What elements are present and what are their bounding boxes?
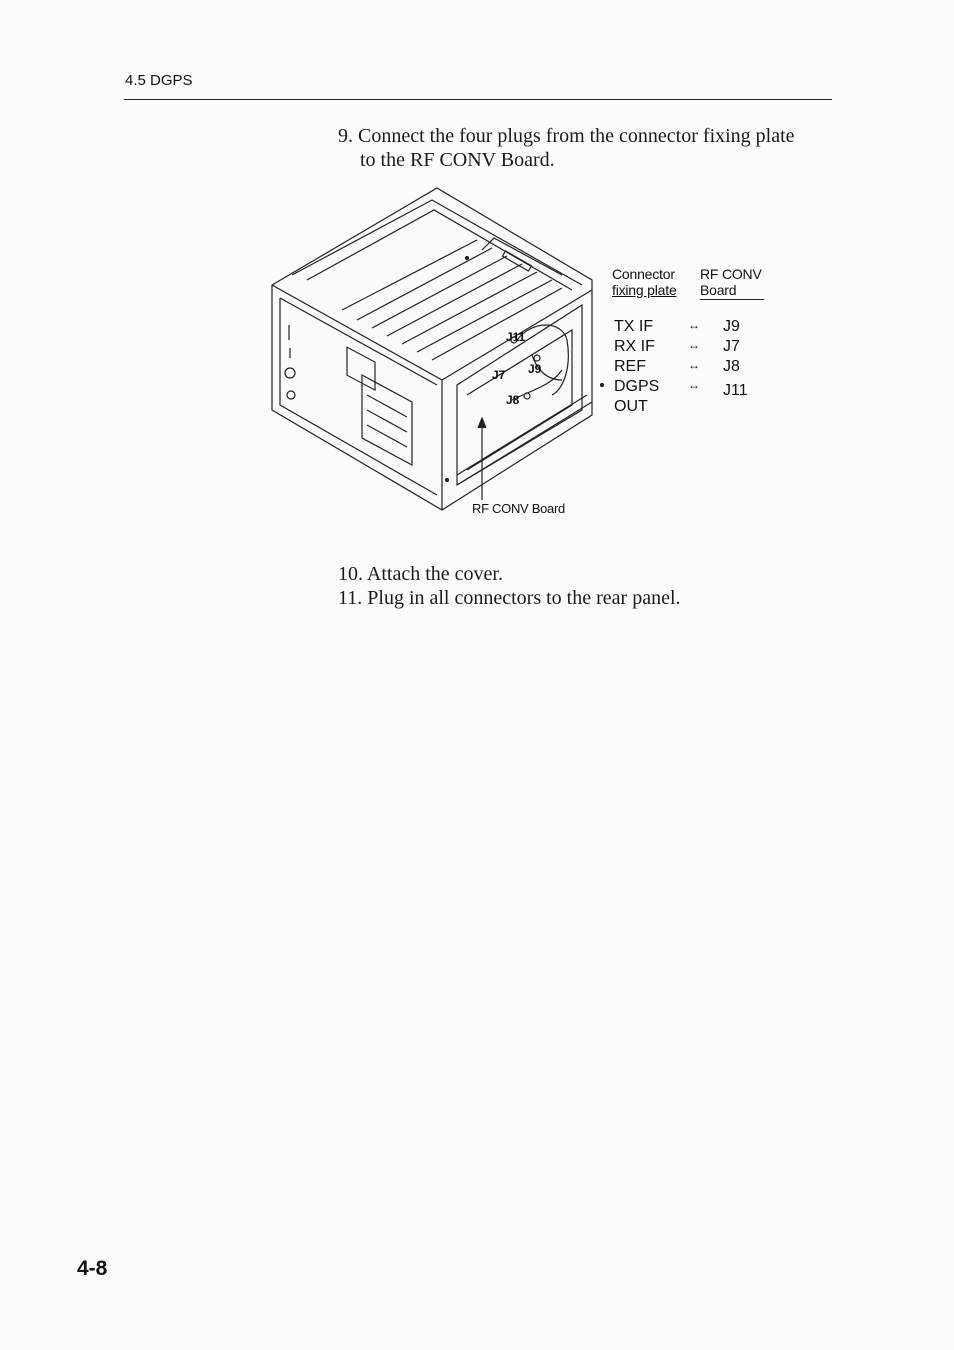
section-header: 4.5 DGPS [125, 72, 193, 89]
jack-label-j11: J11 [506, 330, 526, 344]
cabinet-drawing [262, 180, 607, 525]
row-to: J8 [723, 358, 740, 375]
table-header-rule [700, 299, 764, 300]
table-header-board: Board [700, 282, 737, 298]
row-from: REF [614, 358, 646, 375]
jack-label-j9: J9 [528, 362, 542, 376]
rf-conv-board-label: RF CONV Board [472, 501, 565, 516]
table-header-rf-conv: RF CONV [700, 266, 762, 282]
row-from: DGPS [614, 378, 660, 395]
double-arrow-icon: ↔ [688, 378, 700, 392]
step-9 [338, 124, 838, 172]
row-to: J11 [723, 382, 748, 399]
row-to: J7 [723, 338, 740, 355]
table-row [612, 338, 782, 358]
step-9-text-line1: Connect the four plugs from the connector fixing plate [358, 125, 795, 147]
step-10 [338, 562, 503, 586]
step-11-number: 11. [338, 587, 363, 609]
jack-label-j7: J7 [492, 368, 506, 382]
table-header-connector: Connector [612, 266, 675, 282]
row-from-continuation: OUT [614, 398, 648, 415]
double-arrow-icon: ↔ [688, 358, 700, 372]
row-to: J9 [723, 318, 740, 335]
step-10-text: Attach the cover. [366, 563, 503, 585]
step-11-text: Plug in all connectors to the rear panel. [367, 587, 681, 609]
unit-illustration [262, 180, 607, 525]
row-from: TX IF [614, 318, 654, 335]
table-row [612, 358, 782, 378]
table-row [612, 318, 782, 338]
table-row [612, 378, 782, 398]
row-from: RX IF [614, 338, 655, 355]
step-11 [338, 586, 681, 610]
double-arrow-icon: ↔ [688, 338, 700, 352]
table-header-fixing-plate: fixing plate [612, 282, 677, 298]
step-9-number: 9. [338, 125, 353, 147]
step-10-number: 10. [338, 563, 363, 585]
double-arrow-icon: ↔ [688, 318, 700, 332]
header-rule [124, 99, 832, 100]
jack-label-j8: J8 [506, 393, 520, 407]
page-number: 4-8 [77, 1257, 108, 1280]
step-9-text-line2: to the RF CONV Board. [360, 149, 555, 171]
